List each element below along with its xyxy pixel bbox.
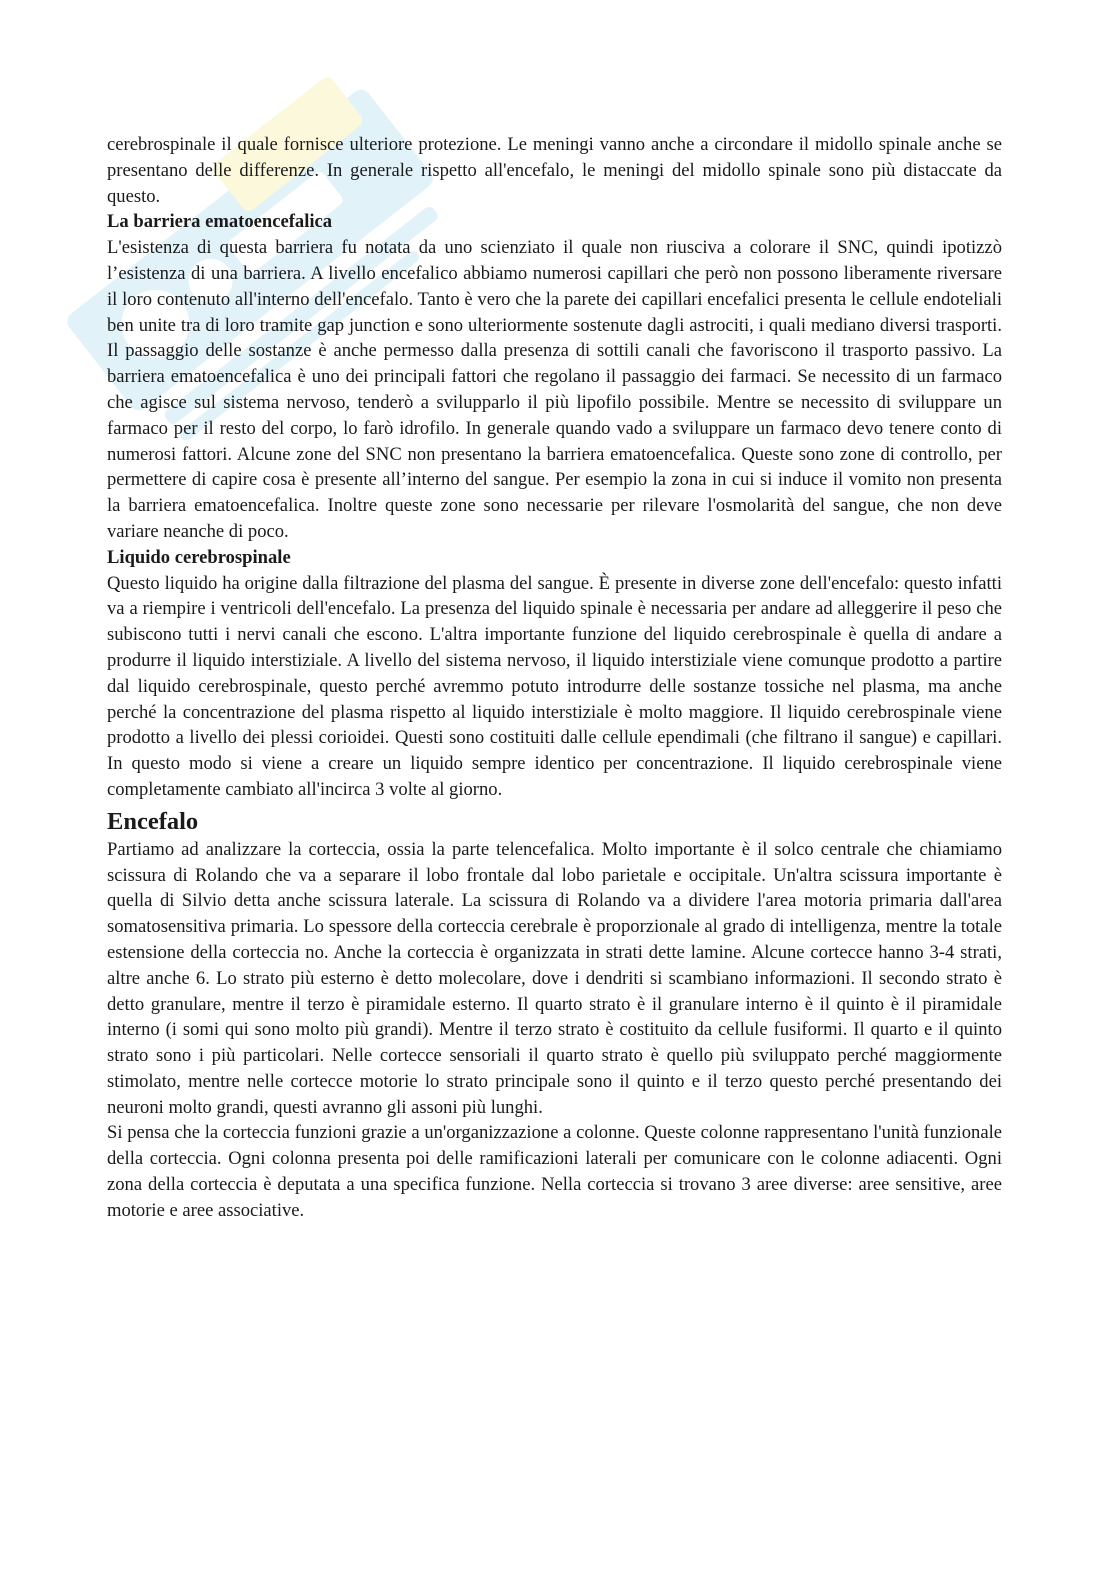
section-body-csf: Questo liquido ha origine dalla filtrazione del plasma del sangue. È presente in diverse zone dell'encefalo: questo infatti va a riempire i ventricoli dell'encefalo. La presenza del liquido spinale è necessaria per andare ad alleggerire il peso che subiscono tutti i nervi canali che escono. L'altra importante funzione del liquido cerebrospinale è quella di andare a produrre il liquido interstiziale. A livello del sistema nervoso, il liquido interstiziale viene comunque prodotto a partire dal liquido cerebrospinale, questo perché avremmo potuto introdurre delle sostanze tossiche nel plasma, ma anche perché la concentrazione del plasma rispetto al liquido interstiziale è molto maggiore. Il liquido cerebrospinale viene prodotto a livello dei plessi corioidei. Questi sono costituiti dalle cellule ependimali (che filtrano il sangue) e capillari. In questo modo si viene a creare un liquido sempre identico per concentrazione. Il liquido cerebrospinale viene completamente cambiato all'incirca 3 volte al giorno. xyxy=(107,572,1002,800)
encephalon-paragraph-1: Partiamo ad analizzare la corteccia, ossia la parte telencefalica. Molto importante è il solco centrale che chiamiamo scissura di Rolando che va a separare il lobo frontale dal lobo parietale e occipitale. Un'altra scissura importante è quella di Silvio detta anche scissura laterale. La scissura di Rolando va a dividere l'area motoria primaria dall'area somatosensitiva primaria. Lo spessore della corteccia cerebrale è proporzionale al grado di intelligenza, mentre la totale estensione della corteccia no. Anche la corteccia è organizzata in strati dette lamine. Alcune cortecce hanno 3-4 strati, altre anche 6. Lo strato più esterno è detto molecolare, dove i dendriti si scambiano informazioni. Il secondo strato è detto granulare, mentre il terzo è piramidale esterno. Il quarto strato è il granulare interno è il quinto è il piramidale interno (i somi qui sono molto più grandi). Mentre il terzo strato è costituito da cellule fusiformi. Il quarto e il quinto strato sono i più particolari. Nelle cortecce sensoriali il quarto strato è quello più sviluppato perché maggiormente stimolato, mentre nelle cortecce motorie lo strato principale sono il quinto e il terzo questo perché presentando dei neuroni molto grandi, questi avranno gli assoni più lunghi. xyxy=(107,838,1002,1118)
section-body-barrier: L'esistenza di questa barriera fu notata da uno scienziato il quale non riusciva a colorare il SNC, quindi ipotizzò l’esistenza di una barriera. A livello encefalico abbiamo numerosi capillari che però non possono liberamente riversare il loro contenuto all'interno dell'encefalo. Tanto è vero che la parete dei capillari encefalici presenta le cellule endoteliali ben unite tra di loro tramite gap junction e sono ulteriormente sostenute dagli astrociti, i quali mediano diversi trasporti. Il passaggio delle sostanze è anche permesso dalla presenza di sottili canali che favoriscono il trasporto passivo. La barriera ematoencefalica è uno dei principali fattori che regolano il passaggio dei farmaci. Se necessito di un farmaco che agisce sul sistema nervoso, tenderò a svilupparlo il più lipofilo possibile. Mentre se necessito di sviluppare un farmaco per il resto del corpo, lo farò idrofilo. In generale quando vado a sviluppare un farmaco devo tenere conto di numerosi fattori. Alcune zone del SNC non presentano la barriera ematoencefalica. Queste sono zone di controllo, per permettere di capire cosa è presente all’interno del sangue. Per esempio la zona in cui si induce il vomito non presenta la barriera ematoencefalica. Inoltre queste zone sono necessarie per rilevare l'osmolarità del sangue, che non deve variare neanche di poco. xyxy=(107,237,1002,542)
section-title-csf: Liquido cerebrospinale xyxy=(107,546,291,568)
document-body xyxy=(107,132,1002,1224)
section-title-encephalon: Encefalo xyxy=(107,807,199,835)
encephalon-paragraph-2: Si pensa che la corteccia funzioni grazie a un'organizzazione a colonne. Queste colonne rappresentano l'unità funzionale della corteccia. Ogni colonna presenta poi delle ramificazioni laterali per comunicare con le colonne adiacenti. Ogni zona della corteccia è deputata a una specifica funzione. Nella corteccia si trovano 3 aree diverse: aree sensitive, aree motorie e aree associative. xyxy=(107,1122,1002,1221)
section-title-barrier: La barriera ematoencefalica xyxy=(107,211,333,233)
intro-paragraph: cerebrospinale il quale fornisce ulteriore protezione. Le meningi vanno anche a circondare il midollo spinale anche se presentano delle differenze. In generale rispetto all'encefalo, le meningi del midollo spinale sono più distaccate da questo. xyxy=(107,134,1002,207)
